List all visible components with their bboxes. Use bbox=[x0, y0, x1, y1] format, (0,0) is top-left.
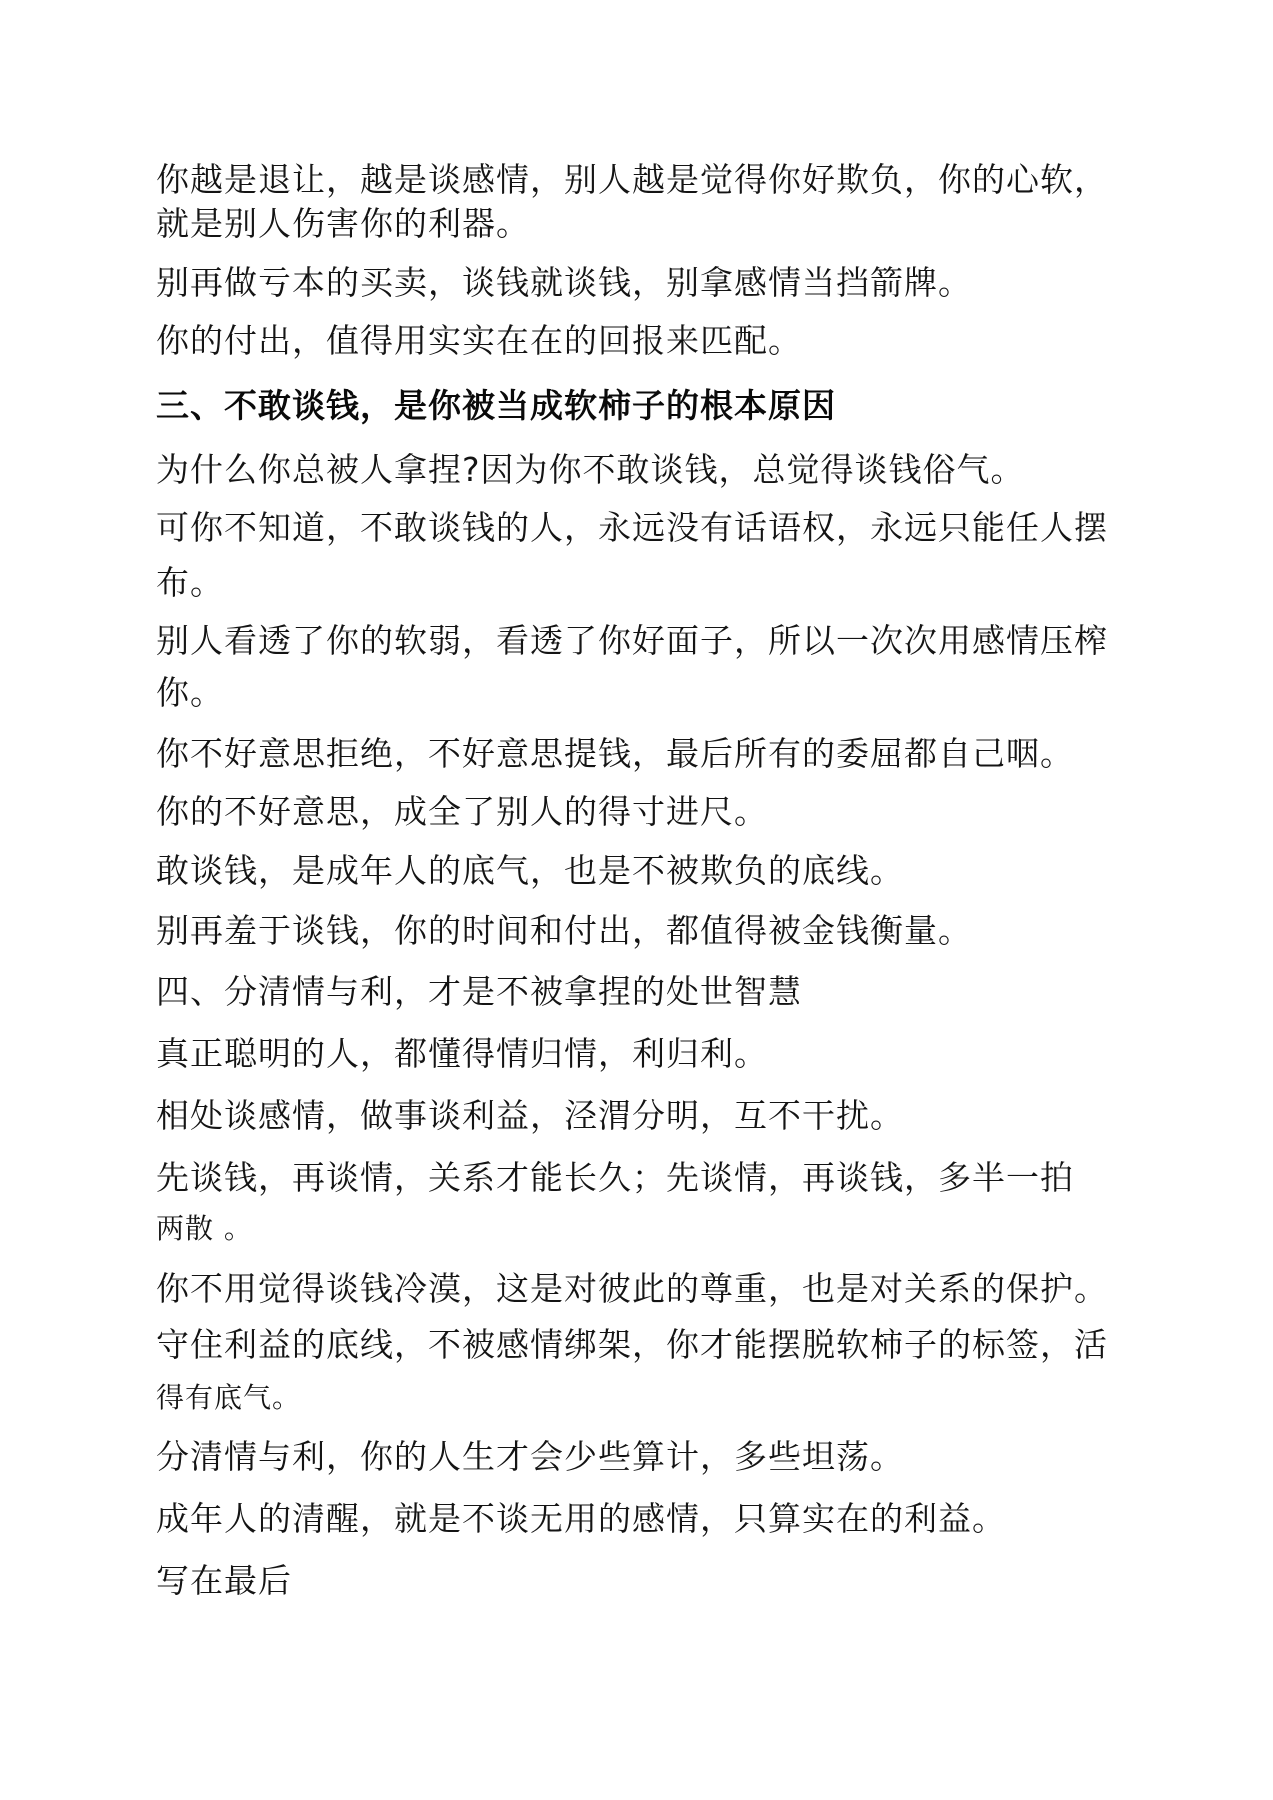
paragraph-line: 别人看透了你的软弱，看透了你好面子，所以一次次用感情压榨 bbox=[156, 621, 1108, 660]
paragraph-line: 得有底气。 bbox=[156, 1381, 302, 1414]
paragraph-line: 敢谈钱，是成年人的底气，也是不被欺负的底线。 bbox=[156, 851, 904, 890]
paragraph-line: 为什么你总被人拿捏?因为你不敢谈钱，总觉得谈钱俗气。 bbox=[156, 450, 1025, 489]
paragraph-line: 两散 。 bbox=[156, 1212, 253, 1245]
paragraph-line: 分清情与利，你的人生才会少些算计，多些坦荡。 bbox=[156, 1437, 904, 1476]
paragraph-line: 你的不好意思，成全了别人的得寸进尺。 bbox=[156, 792, 768, 831]
paragraph-line: 就是别人伤害你的利器。 bbox=[156, 204, 530, 243]
paragraph-line: 你不用觉得谈钱冷漠，这是对彼此的尊重，也是对关系的保护。 bbox=[156, 1269, 1108, 1308]
section-heading-3: 三、不敢谈钱，是你被当成软柿子的根本原因 bbox=[156, 386, 836, 425]
paragraph-line: 真正聪明的人，都懂得情归情，利归利。 bbox=[156, 1034, 768, 1073]
paragraph-line: 你的付出，值得用实实在在的回报来匹配。 bbox=[156, 321, 802, 360]
paragraph-line: 别再做亏本的买卖，谈钱就谈钱，别拿感情当挡箭牌。 bbox=[156, 263, 972, 302]
paragraph-line: 守住利益的底线，不被感情绑架，你才能摆脱软柿子的标签，活 bbox=[156, 1325, 1108, 1364]
section-heading-4: 四、分清情与利，才是不被拿捏的处世智慧 bbox=[156, 972, 802, 1011]
paragraph-line: 布。 bbox=[156, 563, 224, 602]
paragraph-line: 别再羞于谈钱，你的时间和付出，都值得被金钱衡量。 bbox=[156, 911, 972, 950]
paragraph-line: 相处谈感情，做事谈利益，泾渭分明，互不干扰。 bbox=[156, 1096, 904, 1135]
paragraph-line: 写在最后 bbox=[156, 1561, 292, 1600]
paragraph-line: 你越是退让，越是谈感情，别人越是觉得你好欺负，你的心软， bbox=[156, 160, 1108, 199]
paragraph-line: 先谈钱，再谈情，关系才能长久；先谈情，再谈钱，多半一拍 bbox=[156, 1158, 1074, 1197]
paragraph-line: 你不好意思拒绝，不好意思提钱，最后所有的委屈都自己咽。 bbox=[156, 734, 1074, 773]
paragraph-line: 可你不知道，不敢谈钱的人，永远没有话语权，永远只能任人摆 bbox=[156, 508, 1108, 547]
paragraph-line: 你。 bbox=[156, 673, 224, 712]
paragraph-line: 成年人的清醒，就是不谈无用的感情，只算实在的利益。 bbox=[156, 1499, 1006, 1538]
